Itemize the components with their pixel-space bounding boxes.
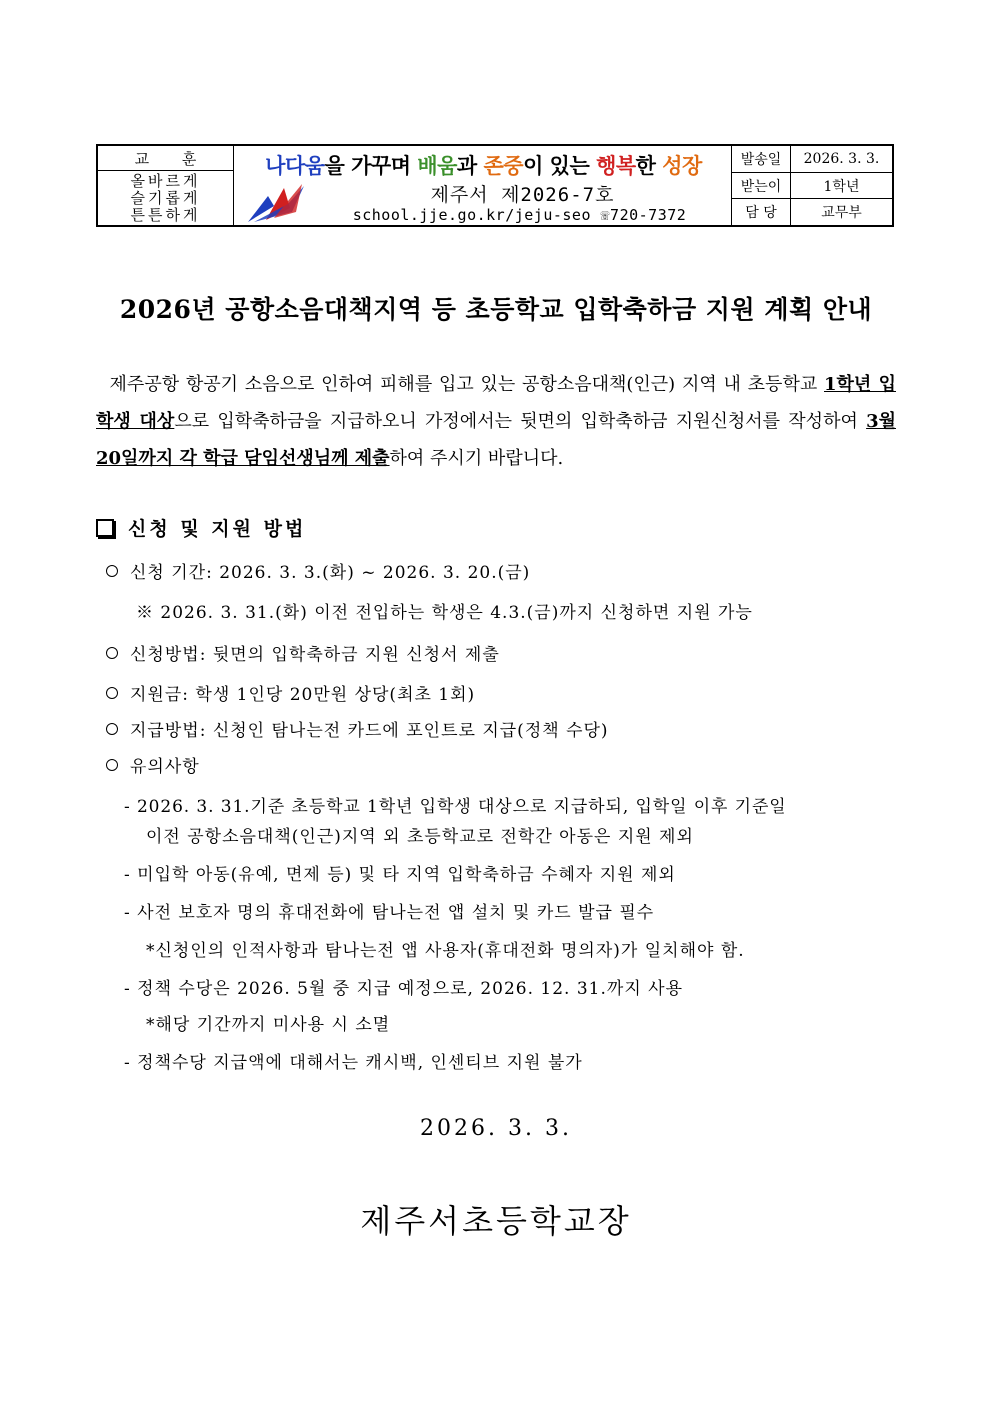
motto-title: 교 훈 [98,146,233,171]
motto-line: 슬기롭게 [130,188,201,207]
info-row-recipient [732,173,892,200]
school-slogan-cell [234,146,732,225]
info-value: 1학년 [823,178,860,195]
sub-item-continuation [146,1010,390,1035]
section-heading [96,514,306,541]
sub-item-continuation [146,936,745,961]
document-header-table [96,144,894,227]
school-slogan [244,150,723,180]
sub-item [124,1048,583,1073]
circle-bullet-icon [106,647,118,659]
motto-line: 튼튼하게 [130,205,201,224]
sub-item-text: *해당 기간까지 미사용 시 소멸 [146,1015,391,1035]
school-motto-cell [98,146,234,225]
intro-emphasis: 1학년 입학생 대상 [96,374,896,432]
list-item-payment [106,716,609,741]
intro-emphasis: 3월 20일까지 각 학급 담임선생님께 제출 [96,411,896,469]
document-date: 2026. 3. 3. [420,1116,572,1141]
slogan-part: 한 [635,154,663,178]
motto-line: 올바르게 [130,171,201,190]
principal-signature: 제주서초등학교장 [360,1202,632,1240]
sub-item-text: - 정책 수당은 2026. 5월 중 지급 예정으로, 2026. 12. 31.까지 사용 [124,979,683,999]
list-item-method [106,640,500,665]
section-heading-text: 신청 및 지원 방법 [128,518,307,540]
list-item-notes [106,752,200,777]
list-item-text: 신청방법: 뒷면의 입학축하금 지원 신청서 제출 [130,645,500,665]
checkbox-bullet-icon [96,519,114,537]
slogan-part: 나다움 [265,154,325,178]
sub-item [124,792,787,817]
intro-text: 제주공항 항공기 소음으로 인하여 피해를 입고 있는 공항소음대책(인근) 지역 내 초등학교 [109,374,824,395]
slogan-part: 과 [456,154,484,178]
sub-item-text: - 사전 보호자 명의 휴대전화에 탐나는전 앱 설치 및 카드 발급 필수 [124,903,655,923]
slogan-part: 존중 [483,154,524,178]
list-item-period [106,558,530,583]
circle-bullet-icon [106,723,118,735]
slogan-part: 을 가꾸며 [324,154,418,178]
info-label: 담 당 [732,199,791,225]
sub-item-text: - 정책수당 지급액에 대해서는 캐시백, 인센티브 지원 불가 [124,1053,583,1073]
sub-item [124,898,654,923]
list-item-amount [106,680,475,705]
sub-item-text: *신청인의 인적사항과 탐나는전 앱 사용자(휴대전화 명의자)가 일치해야 함. [146,941,745,961]
intro-text: 으로 입학축하금을 지급하오니 가정에서는 뒷면의 입학축하금 지원신청서를 작성하여 [174,411,867,432]
document-number: 제주서 제2026-7호 [430,184,615,206]
list-item-text: 유의사항 [130,757,200,777]
school-contact: school.jje.go.kr/jeju-seo ☏720-7372 [352,206,687,224]
document-info-cell [732,146,892,225]
slogan-part: 성장 [662,154,702,178]
info-value: 교무부 [821,205,862,222]
list-item-note [136,598,753,623]
sub-item-text: - 미입학 아동(유예, 면제 등) 및 타 지역 입학축하금 수혜자 지원 제외 [124,865,676,885]
sub-item [124,974,683,999]
sub-item [124,860,676,885]
school-logo-icon [244,182,306,224]
circle-bullet-icon [106,687,118,699]
slogan-part: 행복 [596,154,636,178]
sub-item-continuation [146,822,694,847]
list-item-text: 지급방법: 신청인 탐나는전 카드에 포인트로 지급(정책 수당) [130,721,609,741]
info-label: 발송일 [732,146,791,172]
list-item-text: 지원금: 학생 1인당 20만원 상당(최초 1회) [130,685,476,705]
document-title: 2026년 공항소음대책지역 등 초등학교 입학축하금 지원 계획 안내 [119,295,873,324]
info-row-sent-date [732,146,892,173]
circle-bullet-icon [106,759,118,771]
circle-bullet-icon [106,565,118,577]
slogan-part: 이 있는 [523,154,597,178]
intro-paragraph [96,366,896,477]
motto-lines [98,171,233,225]
sub-item-text: 이전 공항소음대책(인근)지역 외 초등학교로 전학간 아동은 지원 제외 [146,827,694,847]
intro-text: 하여 주시기 바랍니다. [389,448,564,469]
list-item-text: ※ 2026. 3. 31.(화) 이전 전입하는 학생은 4.3.(금)까지 신청하면 지원 가능 [136,603,753,623]
list-item-text: 신청 기간: 2026. 3. 3.(화) ~ 2026. 3. 20.(금) [130,563,531,583]
sub-item-text: - 2026. 3. 31.기준 초등학교 1학년 입학생 대상으로 지급하되, 입학일 이후 기준일 [124,797,787,817]
info-value: 2026. 3. 3. [803,150,880,167]
info-label: 받는이 [732,173,791,199]
info-row-department [732,199,892,225]
slogan-part: 배움 [417,154,457,178]
